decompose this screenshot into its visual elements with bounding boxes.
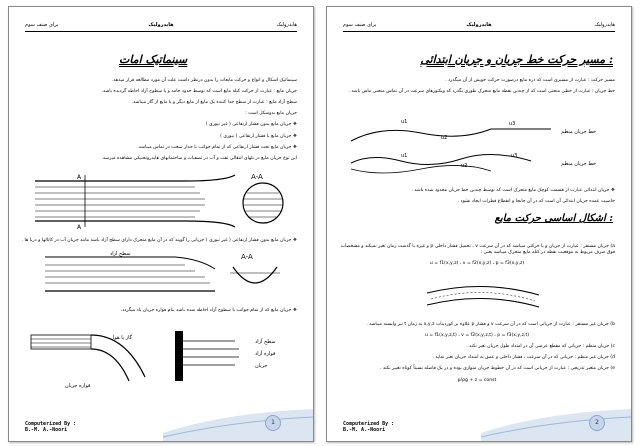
right-body-3 bbox=[339, 239, 615, 273]
left-page bbox=[8, 6, 314, 442]
paragraph: جریان مایع بدوشکل است : bbox=[245, 111, 297, 117]
formula: u = f1(x,y,z,t) ، v = f2(x,y,z,t) ، p = f3(x,y,z,t) bbox=[424, 332, 530, 338]
velocity-label: u2 bbox=[441, 135, 448, 141]
bullet: ❖ جریان مایع تحت فشار ارتفاعی که از تمام جوانب با جدار سخت در تماس میباشد. bbox=[137, 144, 297, 150]
header-title: هایدرولیک bbox=[466, 22, 492, 28]
gas-label: گاز یا هوا bbox=[113, 335, 133, 341]
formula: u = f1(x,y,z) ، v = f2(x,y,z) ، p = f3(x,y,z) bbox=[429, 261, 525, 267]
page-number: 1 bbox=[265, 415, 281, 431]
header-grade: برای صنف سوم bbox=[25, 22, 59, 28]
footer-credit: Computerized By : bbox=[343, 421, 395, 427]
streamline-caption: خط جریان منظم bbox=[561, 129, 597, 135]
left-body-3 bbox=[21, 303, 297, 319]
right-body-1 bbox=[339, 73, 615, 100]
header-title: هایدرولیک bbox=[148, 22, 174, 28]
jet-figure bbox=[25, 327, 295, 389]
right-body-4 bbox=[339, 317, 615, 389]
pipe-figure bbox=[25, 171, 295, 231]
paragraph: این نوع جریان مایع در نلهای انتقالی نفت و آب در تصفیات و ساختمانهای هایدروتخنیکی مشاهده میرسد. bbox=[101, 155, 297, 161]
footer-credit: Computerized By : bbox=[25, 421, 77, 427]
list-item: b) جریان غیر مستقر : عبارت از جریانی است که در آن سرعت v و فشار p علاوه بر کوردینات x,y,z به زمان t نیز وابسته میباشد . bbox=[366, 321, 615, 327]
right-body-2 bbox=[339, 183, 615, 210]
right-label: فواره آزاد bbox=[255, 351, 276, 357]
page-title: مسیر حرکت خط جریان و جریان ابتدائی : bbox=[420, 53, 613, 66]
section-label: A-A bbox=[251, 173, 263, 181]
right-footer bbox=[343, 421, 394, 433]
streamline-caption: خط جریان منظم bbox=[561, 161, 597, 167]
page-title: سینماتیک امات bbox=[119, 53, 188, 66]
left-body-2 bbox=[21, 233, 297, 249]
left-header bbox=[25, 21, 297, 32]
bullet: ❖ جریان مایع که از تمام جوانب با سطوح آزاد احاطه شده باشد بنام فواره جریان یاد میگردد. bbox=[120, 307, 297, 313]
footer-wave bbox=[163, 403, 313, 441]
list-item: e) جریان متغیر تدریجی : عبارت از جریانی است که در آن خطوط جریان متوازی بوده و در یک فاصله نسبتاً کوتاه تغییر نکند . bbox=[379, 366, 615, 372]
right-page bbox=[326, 6, 632, 442]
paragraph: سطح آزاد مایع : عبارت از سطح جدا کننده یک مایع از مایع دیگر و یا مایع از گاز میباشد. bbox=[131, 99, 297, 105]
paragraph: جریان مایع : عبارت از حرکت کتله مایع است که توسط حدود جامد و یا سطوح آزاد احاطه گردیده باشد. bbox=[101, 88, 297, 94]
formula: p/ρg + z = const bbox=[457, 377, 497, 383]
list-item: d) جریان غیر منظم : جریانی که در آن سرعت ، فشار داخلی و عمق به امتداد جریان تغیر نماید . bbox=[432, 355, 615, 361]
left-footer bbox=[25, 421, 76, 433]
bullet: ❖ جریان مایع بدون فشار ارتفاعی ( غیر نیوری ) bbox=[205, 122, 297, 128]
page-number: 2 bbox=[589, 415, 605, 431]
right-label: جریان bbox=[255, 363, 268, 369]
header-subject: هایدرولیک bbox=[594, 22, 615, 28]
jet-label: فواره جریان bbox=[65, 383, 91, 389]
paragraph: مسیر حرکت : عبارت از مسیری است که ذره مایع درصورت حرکت خویش از آن میگذرد . bbox=[445, 77, 615, 83]
bullet: ❖ جریان ابتدائی عبارت از قسمت کوچک مایع متحرک است که توسط چندین خط جریان محدود شده باشد . bbox=[411, 187, 615, 193]
paragraph: خط جریان : عبارت از خطی منحنی است که از چندین نقطه مایع متحرک طوری بگذرد که ویکتورهای سرعت در آن تماس منحنی ماس باشد . bbox=[348, 88, 615, 94]
velocity-label: u3 bbox=[511, 153, 518, 159]
right-header bbox=[343, 21, 615, 32]
paragraph: سینماتیک اشکال و انواع و حرکت مایعات را بدون درنظر داشت علت آن مورد مطالعه قرار میدهد. bbox=[111, 77, 297, 83]
bend-figure bbox=[423, 283, 543, 313]
velocity-label: u1 bbox=[401, 119, 408, 125]
bullet: ❖ جریان مایع بدون فشار ارتفاعی ( غیر نیوری ) جریانی را گویند که در آن مایع متحرک دارای سطح آزاد باشد مانند جریان آب در کانالها و دریا ها . bbox=[21, 237, 297, 243]
right-label: سطح آزاد bbox=[255, 339, 276, 345]
list-item: c) جریان منظم : جریانی که مقطع عرضی آن در امتداد طول جریان تغیر نکند . bbox=[466, 343, 615, 349]
section-title: اشکال اساسی حرکت مایع : bbox=[494, 213, 613, 224]
bullet: ❖ جریان مایع با فشار ارتفاعی ( نیوری ) bbox=[220, 133, 297, 139]
streamline-figure bbox=[341, 111, 621, 181]
footer-author: B.-M. A.-Noori bbox=[343, 427, 386, 433]
paragraph: خاصیت عمده جریان ابتدائی آن است که در آن جابجا و انقطاع قطرات ایجاد نشود . bbox=[457, 198, 615, 204]
left-body-1 bbox=[21, 73, 297, 167]
cut-label: A bbox=[77, 224, 82, 231]
velocity-label: u2 bbox=[461, 163, 468, 169]
velocity-label: u3 bbox=[509, 121, 516, 127]
footer-wave bbox=[481, 403, 631, 441]
list-item: a) جریان مستقر : عبارت از جریان و یا حرکتی میباشد که در آن سرعت v ، تحمیل فشار داخلی p و غیره با گذشت زمان تغیر نمیکند و مشخصات فوق صرف مربوط به موقعیت نقطه در کتله مایع متحرک میباشد یعنی : bbox=[340, 243, 615, 256]
footer-author: B.-M. A.-Noori bbox=[25, 427, 68, 433]
header-subject: هایدرولیک bbox=[276, 22, 297, 28]
channel-figure bbox=[25, 251, 295, 301]
section-label: A-A bbox=[241, 253, 253, 261]
cut-label: A bbox=[77, 174, 82, 181]
header-grade: برای صنف سوم bbox=[343, 22, 377, 28]
free-surface-label: سطح آزاد bbox=[110, 251, 131, 257]
velocity-label: u1 bbox=[401, 153, 408, 159]
